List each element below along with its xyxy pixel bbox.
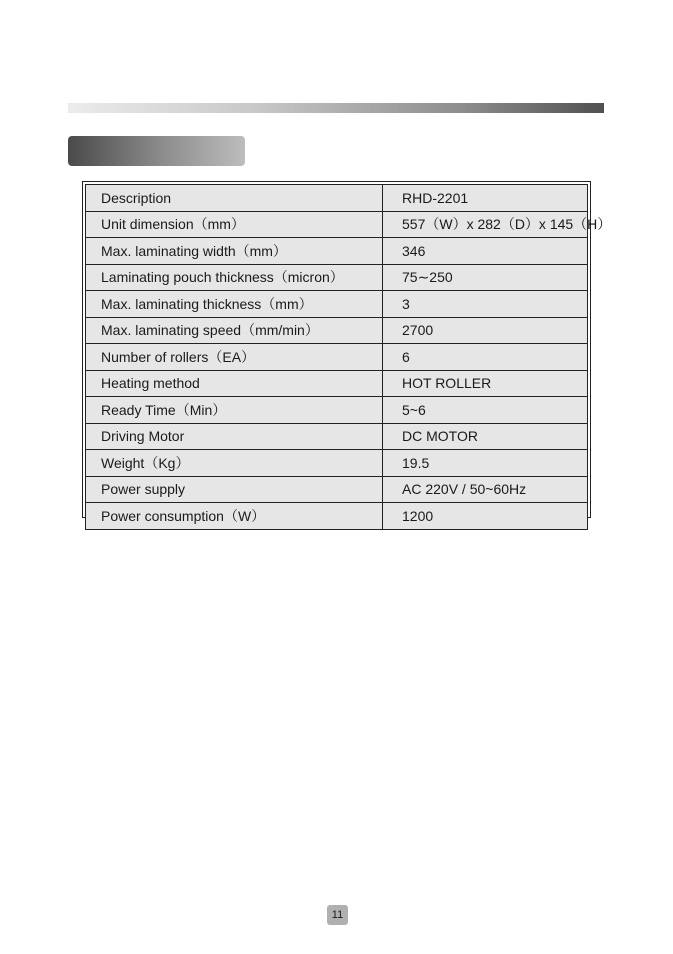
spec-value: AC 220V / 50~60Hz [383,476,588,503]
spec-label: Unit dimension（mm） [86,211,383,238]
table-row [86,211,588,238]
table-row [86,238,588,265]
spec-value: 19.5 [383,450,588,477]
spec-label: Number of rollers（EA） [86,344,383,371]
spec-value: 2700 [383,317,588,344]
spec-table-frame [82,181,612,524]
spec-value: 75∼250 [383,264,588,291]
spec-value: 3 [383,291,588,318]
spec-label: Ready Time（Min） [86,397,383,424]
table-row [86,264,588,291]
spec-value: HOT ROLLER [383,370,588,397]
spec-value: 1200 [383,503,588,530]
table-row [86,423,588,450]
spec-table [85,184,612,530]
spec-label: Power consumption（W） [86,503,383,530]
spec-label: Description [86,185,383,212]
table-row [86,344,588,371]
spec-value: DC MOTOR [383,423,588,450]
spec-label: Laminating pouch thickness（micron） [86,264,383,291]
spec-value: 5~6 [383,397,588,424]
spec-label: Max. laminating speed（mm/min） [86,317,383,344]
table-row [86,317,588,344]
spec-label: Heating method [86,370,383,397]
spec-label: Driving Motor [86,423,383,450]
section-heading-tab [68,136,245,166]
spec-label: Max. laminating width（mm） [86,238,383,265]
table-row [86,450,588,477]
spec-value: 346 [383,238,588,265]
header-gradient-bar [68,103,604,113]
spec-label: Weight（Kg） [86,450,383,477]
spec-value: 6 [383,344,588,371]
table-row [86,397,588,424]
spec-value: RHD-2201 [383,185,588,212]
table-row [86,185,588,212]
spec-label: Power supply [86,476,383,503]
table-row [86,291,588,318]
table-row [86,503,588,530]
spec-value: 557（W）x 282（D）x 145（H） [383,211,588,238]
page-number: 11 [327,905,348,925]
spec-label: Max. laminating thickness（mm） [86,291,383,318]
table-row [86,370,588,397]
table-row [86,476,588,503]
